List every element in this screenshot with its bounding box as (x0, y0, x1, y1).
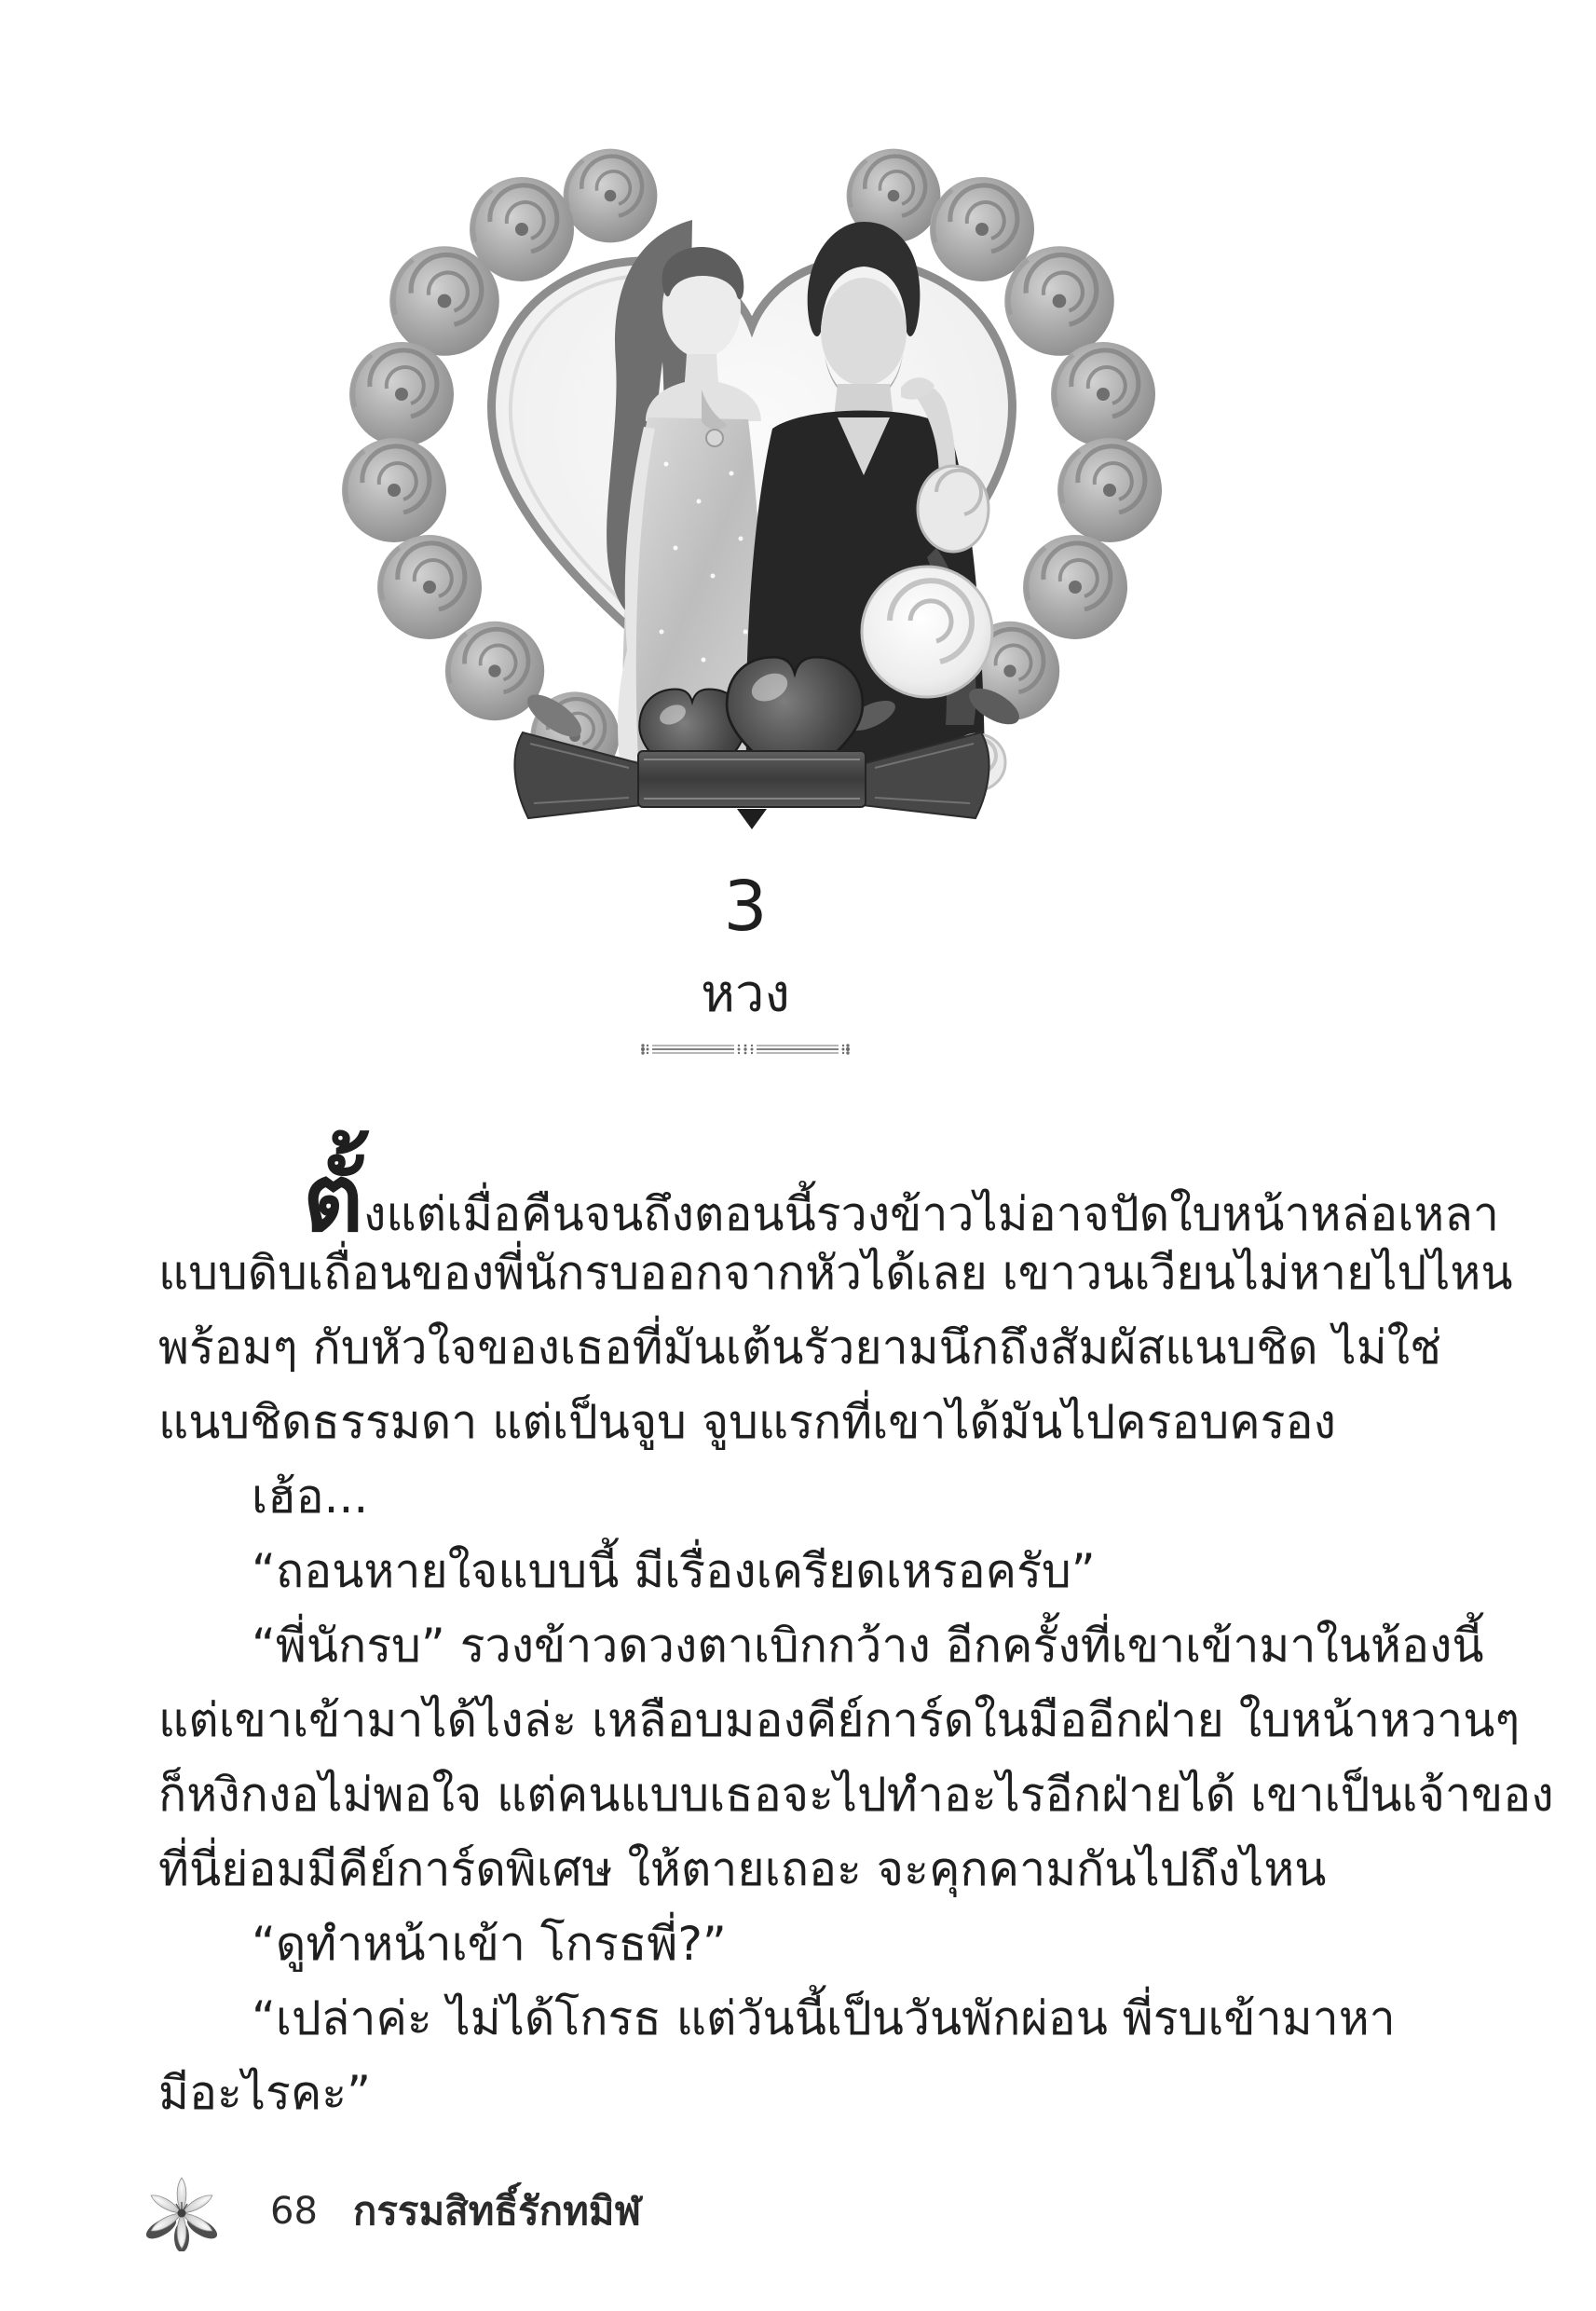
page-footer (142, 2171, 641, 2251)
body-line: มีอะไรคะ” (158, 2066, 372, 2120)
body-line: เฮ้อ... (252, 1470, 369, 1524)
body-line: พร้อมๆ กับหัวใจของเธอที่มันเต้นรัวยามนึกถึงสัมผัสแนบชิด ไม่ใช่ (158, 1320, 1442, 1374)
book-title: กรรมสิทธิ์รักทมิฬ (352, 2188, 642, 2234)
body-line: แบบดิบเถื่อนของพี่นักรบออกจากหัวได้เลย เขาวนเวียนไม่หายไปไหน (158, 1246, 1513, 1300)
body-line: “ดูทำหน้าเข้า โกรธพี่?” (252, 1917, 727, 1971)
body-line: “เปล่าค่ะ ไม่ได้โกรธ แต่วันนี้เป็นวันพักผ่อน พี่รบเข้ามาหา (252, 1991, 1396, 2045)
divider-ornament-icon (637, 1042, 853, 1057)
chapter-illustration (331, 110, 1174, 837)
chapter-number: 3 (723, 867, 768, 947)
body-line: ก็หงิกงอไม่พอใจ แต่คนแบบเธอจะไปทำอะไรอีกฝ่ายได้ เขาเป็นเจ้าของ (158, 1768, 1554, 1822)
body-line: ตั้งแต่เมื่อคืนจนถึงตอนนี้รวงข้าวไม่อาจปัดใบหน้าหล่อเหลา (303, 1143, 1499, 1252)
body-line: “ถอนหายใจแบบนี้ มีเรื่องเครียดเหรอครับ” (252, 1544, 1096, 1598)
page-number: 68 (270, 2190, 318, 2233)
section-divider (158, 1042, 1332, 1060)
couple-heart-artwork-icon (331, 110, 1174, 837)
paragraph-lead: ตั้ (303, 1143, 363, 1252)
flower-icon (142, 2171, 222, 2251)
body-line: แนบชิดธรรมดา แต่เป็นจูบ จูบแรกที่เขาได้มันไปครอบครอง (158, 1395, 1336, 1449)
body-line: แต่เขาเข้ามาได้ไงล่ะ เหลือบมองคีย์การ์ดในมืออีกฝ่าย ใบหน้าหวานๆ (158, 1693, 1521, 1747)
body-line: “พี่นักรบ” รวงข้าวดวงตาเบิกกว้าง อีกครั้งที่เขาเข้ามาในห้องนี้ (252, 1619, 1484, 1673)
chapter-title: หวง (701, 964, 790, 1024)
body-text (158, 1143, 1554, 2130)
body-line: ที่นี่ย่อมมีคีย์การ์ดพิเศษ ให้ตายเถอะ จะคุกคามกันไปถึงไหน (158, 1842, 1327, 1896)
